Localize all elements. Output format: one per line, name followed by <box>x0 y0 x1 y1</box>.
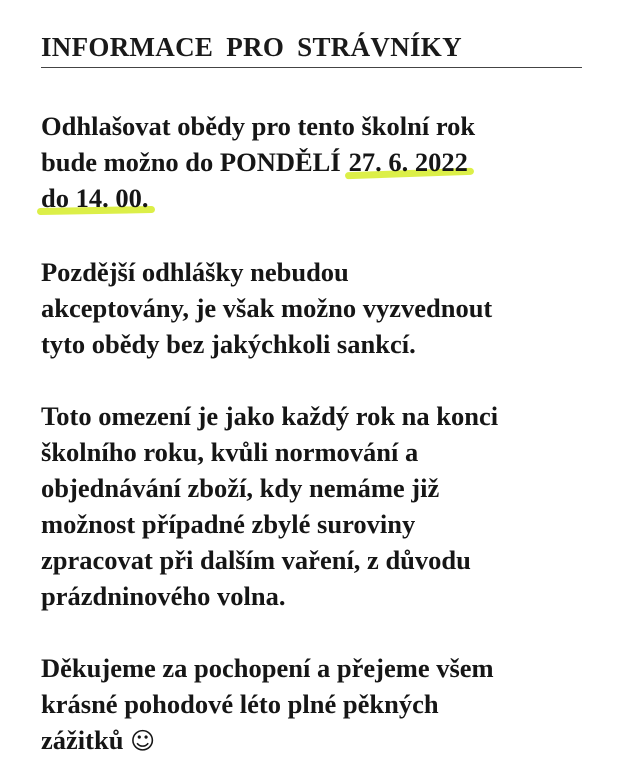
deadline-paragraph <box>41 108 475 216</box>
paragraph-line: školního roku, kvůli normování a <box>41 437 419 467</box>
title-underline <box>41 67 582 68</box>
paragraph-line: akceptovány, je však možno vyzvednout <box>41 293 493 323</box>
deadline-line-2 <box>41 144 475 180</box>
paragraph-last-line <box>41 722 494 759</box>
page-title: INFORMACE PRO STRÁVNÍKY <box>41 32 462 62</box>
highlighted-time: do 14. 00. <box>41 180 149 216</box>
paragraph-line: možnost případné zbylé suroviny <box>41 509 416 539</box>
smiley-icon: ☺ <box>130 727 156 755</box>
deadline-day-text: bude možno do PONDĚLÍ <box>41 147 341 177</box>
paragraph-line: zpracovat při dalším vaření, z důvodu <box>41 545 471 575</box>
paragraph-line: prázdninového volna. <box>41 581 286 611</box>
deadline-line-1: Odhlašovat obědy pro tento školní rok <box>41 111 476 141</box>
paragraph-line: tyto obědy bez jakýchkoli sankcí. <box>41 329 416 359</box>
paragraph-line: krásné pohodové léto plné pěkných <box>41 689 439 719</box>
paragraph-line: Toto omezení je jako každý rok na konci <box>41 401 499 431</box>
thanks-paragraph <box>41 650 494 759</box>
reason-paragraph <box>41 398 498 614</box>
paragraph-line: Pozdější odhlášky nebudou <box>41 257 349 287</box>
highlighted-date: 27. 6. 2022 <box>349 144 468 180</box>
paragraph-line: objednávání zboží, kdy nemáme již <box>41 473 440 503</box>
paragraph-line: Děkujeme za pochopení a přejeme všem <box>41 653 494 683</box>
last-line-text: zážitků <box>41 725 124 755</box>
deadline-line-3 <box>41 180 475 216</box>
late-cancellation-paragraph <box>41 254 492 362</box>
